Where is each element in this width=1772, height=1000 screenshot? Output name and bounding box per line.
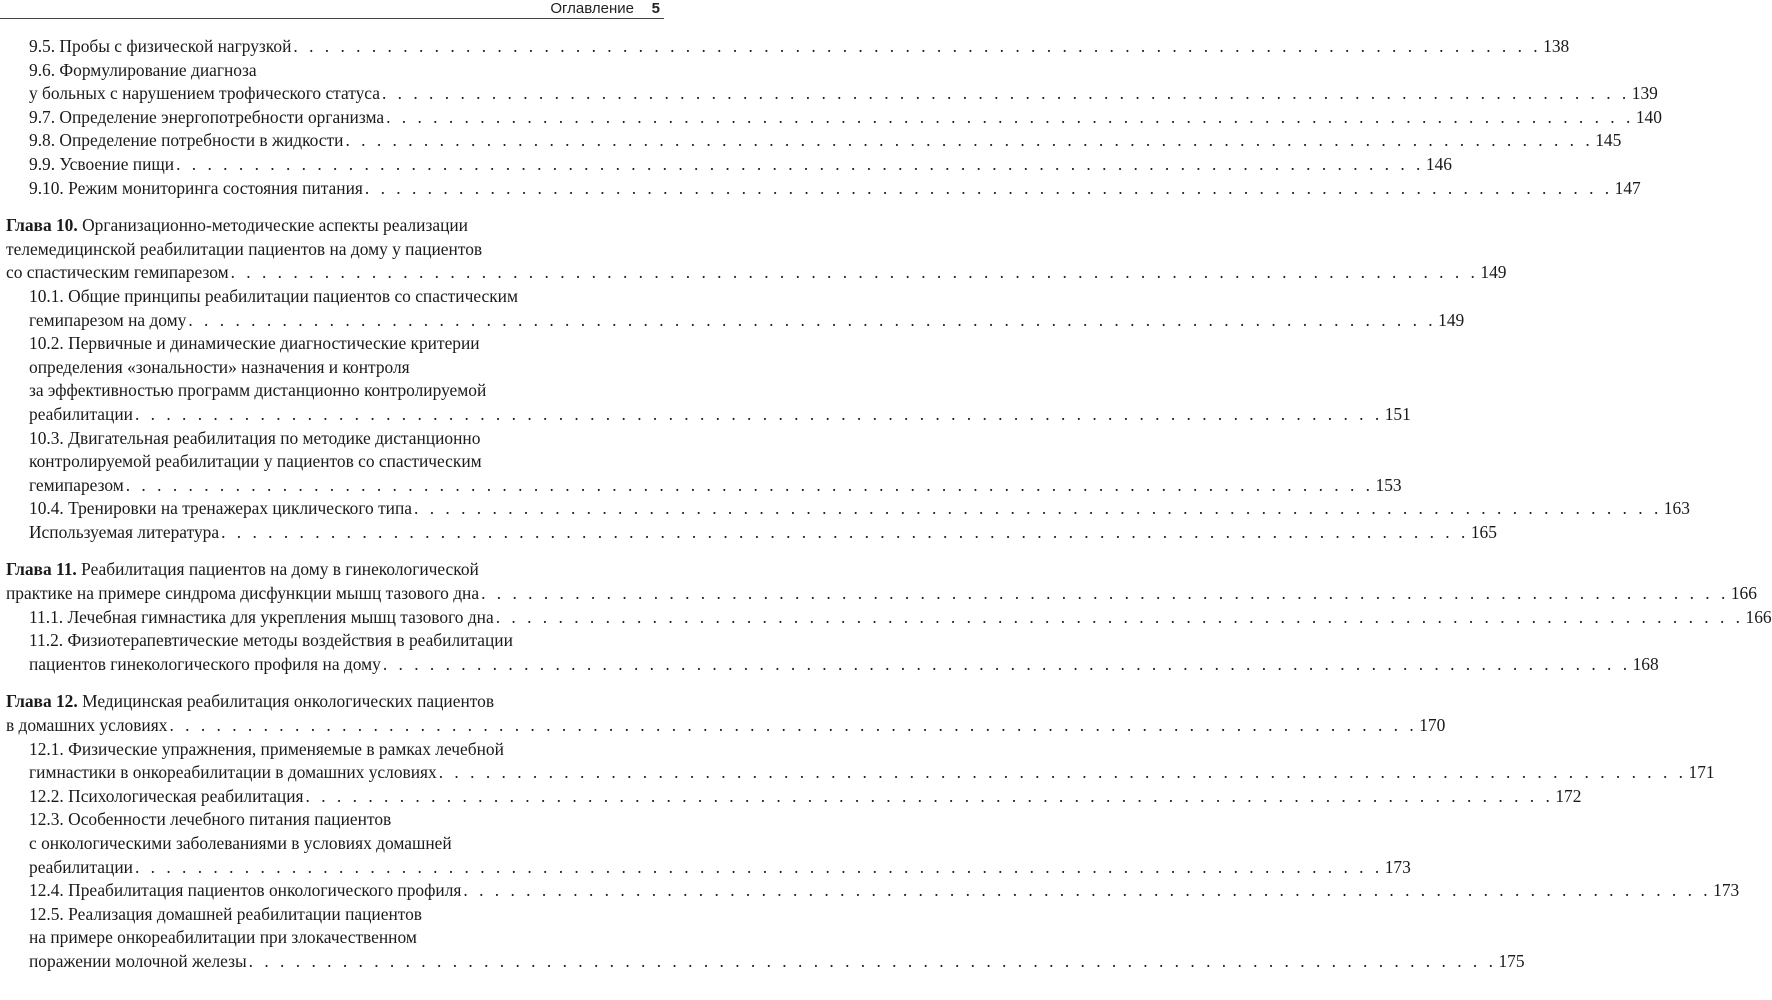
page-number: 5: [651, 0, 660, 17]
toc-entry-text: [6, 714, 167, 738]
toc-entry-line: [29, 82, 1658, 106]
toc-entry-title: 9.8. Определение потребности в жидкости: [29, 130, 344, 151]
toc-page-number: 166: [1745, 606, 1772, 627]
toc-page-number: 146: [1425, 153, 1452, 174]
toc-entry-line: [29, 450, 658, 474]
toc-entry-line: [29, 738, 658, 762]
toc-entry-line: [29, 761, 1715, 785]
toc-entry-line: [6, 238, 658, 262]
toc-entry-text: [29, 809, 391, 829]
dot-leader: . . . . . . . . . . . . . . . . . . . . . . . . . . . . . . . . . . . . . . . . . . . . . . . . . . . . . . . . . . . . . . . . . . . . . . . . . . . . . . . .: [481, 583, 1729, 604]
dot-leader: . . . . . . . . . . . . . . . . . . . . . . . . . . . . . . . . . . . . . . . . . . . . . . . . . . . . . . . . . . . . . . . . . . . . . . . . . . . . . . . .: [125, 474, 1374, 495]
dot-leader: . . . . . . . . . . . . . . . . . . . . . . . . . . . . . . . . . . . . . . . . . . . . . . . . . . . . . . . . . . . . . . . . . . . . . . . . . . . . . . . .: [345, 130, 1594, 151]
toc-entry-line: [6, 582, 1757, 606]
toc-section-entry[interactable]: [6, 153, 1452, 177]
toc-entry-text: [29, 521, 219, 545]
toc-entry-title: с онкологическими заболеваниями в условиях домашней: [29, 833, 452, 853]
toc-entry-text: [29, 177, 363, 201]
toc-entry-text: [29, 106, 384, 130]
dot-leader: . . . . . . . . . . . . . . . . . . . . . . . . . . . . . . . . . . . . . . . . . . . . . . . . . . . . . . . . . . . . . . . . . . . . . . . . . . . . . . . .: [230, 262, 1479, 283]
toc-entry-title: гемипарезом на дому: [29, 309, 187, 330]
toc-page-number: 153: [1375, 474, 1402, 495]
toc-entry-title: 9.6. Формулирование диагноза: [29, 59, 257, 80]
toc-page-number: 175: [1498, 950, 1525, 971]
toc-entry-title: 11.1. Лечебная гимнастика для укрепления мышц тазового дна: [29, 606, 494, 627]
toc-entry-title: 10.1. Общие принципы реабилитации пациентов со спастическим: [29, 285, 518, 306]
toc-entry-title: определения «зональности» назначения и контроля: [29, 356, 410, 377]
toc-entry-line: [29, 474, 1402, 498]
toc-entry-line: [29, 59, 658, 83]
toc-entry-line: [29, 521, 1497, 545]
toc-entry-title: 12.3. Особенности лечебного питания пациентов: [29, 809, 392, 830]
dot-leader: . . . . . . . . . . . . . . . . . . . . . . . . . . . . . . . . . . . . . . . . . . . . . . . . . . . . . . . . . . . . . . . . . . . . . . . . . . . . . . . .: [134, 403, 1383, 424]
toc-entry-text: [29, 904, 422, 924]
header-rule: [0, 18, 664, 19]
toc-entry-line: [6, 261, 1507, 285]
toc-entry-title: на примере онкореабилитации при злокачественном: [29, 927, 417, 948]
toc-entry-title: Реабилитация пациентов на дому в гинекологической: [76, 559, 479, 580]
toc-page-number: 149: [1480, 262, 1507, 283]
toc-chapter-entry[interactable]: [6, 690, 1446, 737]
toc-entry-title: 10.4. Тренировки на тренажерах циклического типа: [29, 498, 413, 519]
toc-entry-text: [29, 927, 417, 947]
toc-section-entry[interactable]: [6, 129, 1622, 153]
toc-entry-line: [29, 879, 1740, 903]
toc-section-entry[interactable]: [6, 879, 1740, 903]
toc-entry-title: гемипарезом: [29, 474, 124, 495]
toc-page-number: 168: [1632, 653, 1659, 674]
toc-entry-text: [6, 239, 482, 259]
toc-entry-text: [29, 833, 452, 853]
toc-entry-text: [6, 261, 229, 285]
toc-entry-line: [29, 309, 1465, 333]
toc-section-entry[interactable]: [6, 106, 1662, 130]
chapter-label: Глава 10.: [6, 215, 78, 236]
toc-entry-title: 10.2. Первичные и динамические диагностические критерии: [29, 333, 480, 354]
toc-entry-line: [29, 926, 658, 950]
toc-entry-text: [29, 403, 133, 427]
toc-entry-text: [29, 153, 174, 177]
dot-leader: . . . . . . . . . . . . . . . . . . . . . . . . . . . . . . . . . . . . . . . . . . . . . . . . . . . . . . . . . . . . . . . . . . . . . . . . . . . . . . . .: [386, 106, 1634, 127]
toc-section-entry[interactable]: [6, 808, 1411, 879]
toc-page-number: 171: [1688, 762, 1715, 783]
toc-entry-line: [29, 427, 658, 451]
toc-entry-text: [29, 761, 437, 785]
toc-entry-title: 9.7. Определение энергопотребности организма: [29, 106, 385, 127]
toc-entry-text: [29, 357, 410, 377]
toc-entry-line: [29, 856, 1411, 880]
toc-entry-title: пациентов гинекологического профиля на дому: [29, 653, 381, 674]
toc-entry-text: [29, 333, 480, 353]
toc-entry-text: [29, 785, 304, 809]
toc-entry-line: [29, 808, 658, 832]
running-header: [0, 0, 664, 22]
toc-entry-line: [29, 356, 658, 380]
toc-entry-text: [29, 856, 133, 880]
toc-section-entry[interactable]: [6, 427, 1402, 498]
toc-entry-line: [29, 653, 1659, 677]
toc-entry-line: [29, 129, 1622, 153]
toc-entry-line: [29, 950, 1525, 974]
toc-entry-text: [29, 653, 381, 677]
toc-section-entry[interactable]: [6, 785, 1582, 809]
toc-entry-title: Используемая литература: [29, 521, 220, 542]
toc-entry-line: [29, 153, 1452, 177]
toc-entry-text: [29, 606, 494, 630]
toc-section-entry[interactable]: [6, 35, 1570, 59]
toc-entry-title: контролируемой реабилитации у пациентов со спастическим: [29, 451, 482, 472]
toc-page-number: 140: [1635, 106, 1662, 127]
toc-chapter-entry[interactable]: [6, 558, 1757, 605]
toc-entry-title: реабилитации: [29, 403, 133, 424]
toc-entry-title: реабилитации: [29, 856, 133, 877]
dot-leader: . . . . . . . . . . . . . . . . . . . . . . . . . . . . . . . . . . . . . . . . . . . . . . . . . . . . . . . . . . . . . . . . . . . . . . . . . . . . . . . .: [248, 950, 1497, 971]
toc-entry-text: [29, 380, 486, 400]
toc-entry-line: [29, 106, 1662, 130]
toc-section-entry[interactable]: [6, 332, 1411, 426]
toc-entry-text: [6, 215, 468, 235]
toc-entry-line: [29, 403, 1411, 427]
toc-entry-title: в домашних условиях: [6, 715, 168, 736]
dot-leader: . . . . . . . . . . . . . . . . . . . . . . . . . . . . . . . . . . . . . . . . . . . . . . . . . . . . . . . . . . . . . . . . . . . . . . . . . . . . . . . .: [381, 83, 1630, 104]
dot-leader: . . . . . . . . . . . . . . . . . . . . . . . . . . . . . . . . . . . . . . . . . . . . . . . . . . . . . . . . . . . . . . . . . . . . . . . . . . . . . . . .: [305, 785, 1554, 806]
toc-entry-line: [29, 332, 658, 356]
dot-leader: . . . . . . . . . . . . . . . . . . . . . . . . . . . . . . . . . . . . . . . . . . . . . . . . . . . . . . . . . . . . . . . . . . . . . . . . . . . . . . . .: [414, 498, 1662, 519]
toc-page-number: 139: [1631, 83, 1658, 104]
toc-chapter-entry[interactable]: [6, 214, 1507, 285]
toc-section-entry[interactable]: [6, 521, 1497, 545]
toc-section-entry[interactable]: [6, 903, 1525, 974]
toc-entry-line: [6, 558, 658, 582]
dot-leader: . . . . . . . . . . . . . . . . . . . . . . . . . . . . . . . . . . . . . . . . . . . . . . . . . . . . . . . . . . . . . . . . . . . . . . . . . . . . . . . .: [221, 521, 1469, 542]
toc-entry-line: [29, 35, 1570, 59]
toc-section-entry[interactable]: [6, 629, 1659, 676]
dot-leader: . . . . . . . . . . . . . . . . . . . . . . . . . . . . . . . . . . . . . . . . . . . . . . . . . . . . . . . . . . . . . . . . . . . . . . . . . . . . . . . .: [463, 880, 1712, 901]
toc-entry-line: [29, 177, 1641, 201]
chapter-label: Глава 12.: [6, 691, 78, 712]
toc-entry-text: [29, 474, 124, 498]
toc-entry-line: [6, 714, 1446, 738]
toc-entry-title: 12.4. Преабилитация пациентов онкологического профиля: [29, 880, 462, 901]
toc-entry-text: [29, 739, 504, 759]
toc-entry-text: [29, 35, 291, 59]
toc-page-number: 138: [1543, 36, 1570, 56]
toc-entry-title: 10.3. Двигательная реабилитация по методике дистанционно: [29, 427, 481, 448]
toc-entry-title: гимнастики в онкореабилитации в домашних условиях: [29, 762, 437, 783]
toc-entry-text: [29, 129, 343, 153]
toc-entry-title: со спастическим гемипарезом: [6, 262, 229, 283]
toc-entry-line: [29, 497, 1690, 521]
chapter-label: Глава 11.: [6, 559, 77, 580]
toc-entry-title: за эффективностью программ дистанционно контролируемой: [29, 380, 487, 401]
toc-entry-text: [29, 286, 518, 306]
toc-page-number: 163: [1663, 498, 1690, 519]
toc-entry-line: [29, 285, 658, 309]
toc-section-entry[interactable]: [6, 285, 1465, 332]
toc-entry-title: 9.10. Режим мониторинга состояния питания: [29, 177, 363, 198]
toc-page-number: 147: [1614, 177, 1641, 198]
dot-leader: . . . . . . . . . . . . . . . . . . . . . . . . . . . . . . . . . . . . . . . . . . . . . . . . . . . . . . . . . . . . . . . . . . . . . . . . . . . . . . . .: [188, 309, 1437, 330]
toc-section-entry[interactable]: [6, 177, 1641, 201]
toc-entry-text: [29, 428, 480, 448]
table-of-contents: [6, 35, 1772, 974]
toc-page-number: 173: [1384, 856, 1411, 877]
toc-page-number: 165: [1470, 521, 1497, 542]
toc-entry-text: [6, 582, 479, 606]
dot-leader: . . . . . . . . . . . . . . . . . . . . . . . . . . . . . . . . . . . . . . . . . . . . . . . . . . . . . . . . . . . . . . . . . . . . . . . . . . . . . . . .: [382, 653, 1631, 674]
toc-entry-title: Организационно-методические аспекты реализации: [77, 215, 468, 236]
toc-entry-title: 12.1. Физические упражнения, применяемые в рамках лечебной: [29, 738, 504, 759]
toc-entry-text: [6, 691, 494, 711]
toc-page-number: 145: [1595, 130, 1622, 151]
toc-entry-line: [29, 785, 1582, 809]
toc-entry-title: телемедицинской реабилитации пациентов на дому у пациентов: [6, 238, 483, 259]
toc-page-number: 149: [1438, 309, 1465, 330]
toc-entry-title: Медицинская реабилитация онкологических пациентов: [77, 691, 495, 712]
toc-entry-text: [29, 950, 247, 974]
toc-entry-text: [6, 559, 479, 579]
dot-leader: . . . . . . . . . . . . . . . . . . . . . . . . . . . . . . . . . . . . . . . . . . . . . . . . . . . . . . . . . . . . . . . . . . . . . . . . . . . . . . . .: [364, 177, 1613, 198]
toc-entry-line: [29, 379, 658, 403]
toc-entry-line: [29, 606, 1772, 630]
dot-leader: . . . . . . . . . . . . . . . . . . . . . . . . . . . . . . . . . . . . . . . . . . . . . . . . . . . . . . . . . . . . . . . . . . . . . . . . . . . . . . . .: [169, 715, 1418, 736]
toc-entry-text: [29, 309, 186, 333]
toc-entry-title: практике на примере синдрома дисфункции мышц тазового дна: [6, 583, 480, 604]
toc-section-entry[interactable]: [6, 59, 1658, 106]
dot-leader: . . . . . . . . . . . . . . . . . . . . . . . . . . . . . . . . . . . . . . . . . . . . . . . . . . . . . . . . . . . . . . . . . . . . . . . . . . . . . . . .: [134, 856, 1383, 877]
toc-entry-title: 12.2. Психологическая реабилитация: [29, 785, 304, 806]
toc-entry-line: [29, 832, 658, 856]
dot-leader: . . . . . . . . . . . . . . . . . . . . . . . . . . . . . . . . . . . . . . . . . . . . . . . . . . . . . . . . . . . . . . . . . . . . . . . . . . . . . . . .: [495, 606, 1744, 627]
toc-section-entry[interactable]: [6, 738, 1715, 785]
dot-leader: . . . . . . . . . . . . . . . . . . . . . . . . . . . . . . . . . . . . . . . . . . . . . . . . . . . . . . . . . . . . . . . . . . . . . . . . . . . . . . . .: [176, 153, 1424, 174]
toc-page-number: 170: [1419, 715, 1446, 736]
toc-entry-line: [29, 903, 658, 927]
toc-entry-title: поражении молочной железы: [29, 950, 247, 971]
toc-page-number: 151: [1384, 403, 1411, 424]
dot-leader: . . . . . . . . . . . . . . . . . . . . . . . . . . . . . . . . . . . . . . . . . . . . . . . . . . . . . . . . . . . . . . . . . . . . . . . . . . . . . . . .: [438, 762, 1687, 783]
toc-page-number: 166: [1730, 583, 1757, 604]
dot-leader: . . . . . . . . . . . . . . . . . . . . . . . . . . . . . . . . . . . . . . . . . . . . . . . . . . . . . . . . . . . . . . . . . . . . . . . . . . . . . . . .: [293, 36, 1542, 56]
running-header-title: Оглавление: [550, 0, 634, 17]
toc-entry-line: [29, 629, 658, 653]
toc-entry-text: [29, 60, 257, 80]
toc-entry-title: 11.2. Физиотерапевтические методы воздействия в реабилитации: [29, 630, 513, 651]
toc-entry-line: [6, 214, 658, 238]
toc-entry-text: [29, 630, 513, 650]
toc-entry-title: 9.5. Пробы с физической нагрузкой: [29, 36, 292, 56]
toc-section-entry[interactable]: [6, 497, 1690, 521]
toc-entry-text: [29, 879, 461, 903]
toc-section-entry[interactable]: [6, 606, 1772, 630]
toc-entry-text: [29, 451, 482, 471]
toc-entry-text: [29, 82, 380, 106]
toc-entry-title: у больных с нарушением трофического статуса: [29, 83, 380, 104]
toc-entry-line: [6, 690, 658, 714]
toc-page-number: 172: [1555, 785, 1582, 806]
toc-entry-title: 9.9. Усвоение пищи: [29, 153, 175, 174]
toc-entry-title: 12.5. Реализация домашней реабилитации пациентов: [29, 903, 423, 924]
toc-page-number: 173: [1713, 880, 1740, 901]
toc-entry-text: [29, 497, 412, 521]
